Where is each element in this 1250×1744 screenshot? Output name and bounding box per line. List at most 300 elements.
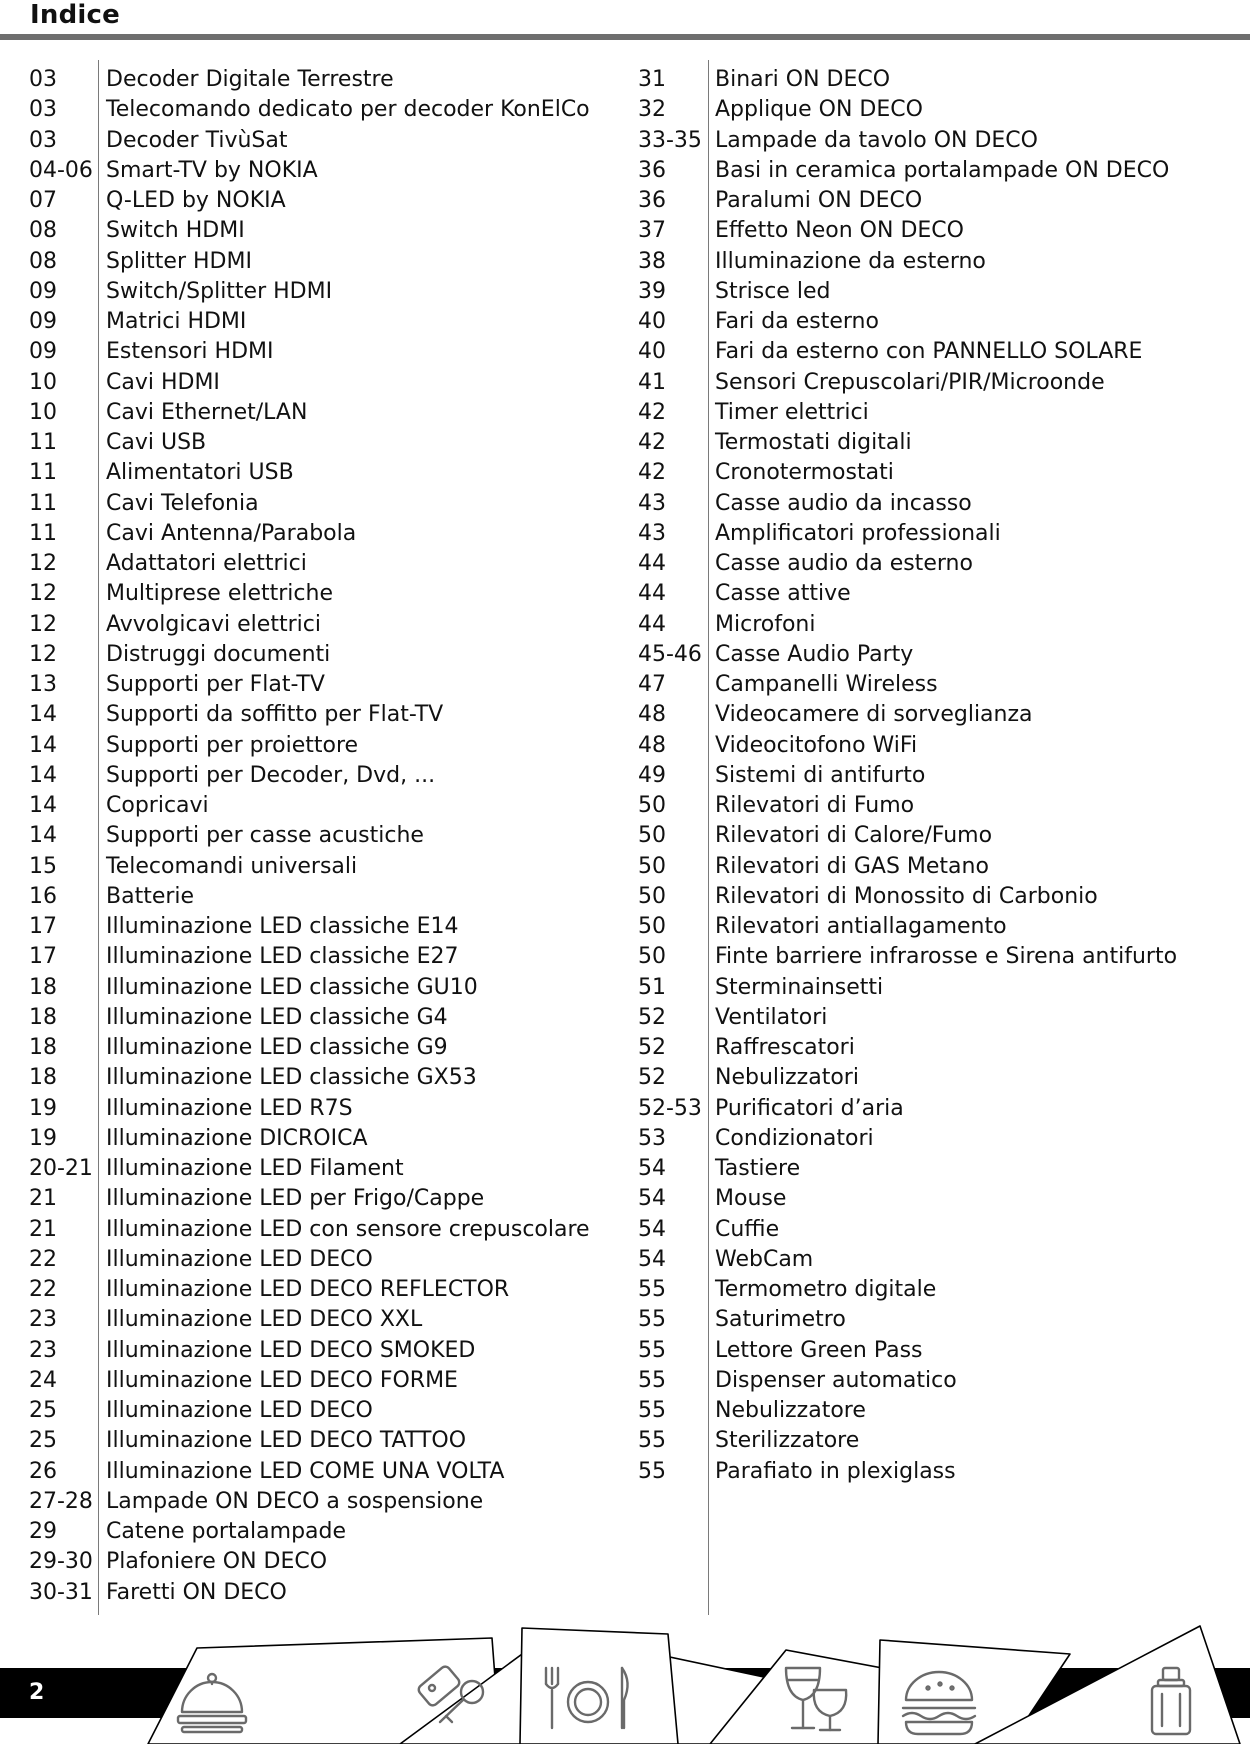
index-left-column <box>29 65 590 1608</box>
index-entry-label: Paralumi ON DECO <box>715 188 923 213</box>
index-entry <box>638 489 1177 519</box>
index-page-number: 33-35 <box>638 127 702 153</box>
index-entry-label: Decoder Digitale Terrestre <box>106 67 394 92</box>
index-entry-label: Cavi Ethernet/LAN <box>106 399 308 425</box>
index-entry <box>29 368 590 398</box>
index-page-number: 21 <box>29 1216 57 1242</box>
index-entry-label: Telecomando dedicato per decoder KonElCo <box>106 97 590 123</box>
index-entry-label: Plafoniere ON DECO <box>106 1549 328 1575</box>
index-entry <box>29 1003 590 1033</box>
index-entry-label: Rilevatori di Monossito di Carbonio <box>715 883 1098 909</box>
index-entry-label: Sensori Crepuscolari/PIR/Microonde <box>715 369 1105 395</box>
index-page-number: 43 <box>638 490 666 516</box>
index-entry <box>29 973 590 1003</box>
index-entry <box>29 761 590 791</box>
index-page-number: 04-06 <box>29 157 93 183</box>
index-entry-label: Termostati digitali <box>715 430 912 455</box>
index-page-number: 48 <box>638 702 666 728</box>
index-entry <box>638 640 1177 670</box>
index-entry <box>638 337 1177 367</box>
index-entry <box>638 610 1177 640</box>
index-entry-label: Casse audio da incasso <box>715 490 972 516</box>
index-page-number: 11 <box>29 490 57 516</box>
index-right-column <box>638 65 1177 1487</box>
index-entry <box>29 1457 590 1487</box>
index-entry-label: Illuminazione LED con sensore crepuscolare <box>106 1216 590 1242</box>
index-entry-label: Cavi USB <box>106 430 207 455</box>
index-page-number: 09 <box>29 309 57 334</box>
index-entry <box>638 579 1177 609</box>
index-entry <box>638 1245 1177 1275</box>
index-page-number: 43 <box>638 520 666 546</box>
index-entry-label: Lampade ON DECO a sospensione <box>106 1488 484 1514</box>
index-entry <box>638 1124 1177 1154</box>
index-entry-label: Cavi Antenna/Parabola <box>106 520 357 546</box>
index-entry <box>638 1184 1177 1214</box>
index-entry <box>29 912 590 942</box>
index-entry <box>638 1033 1177 1063</box>
index-entry <box>29 156 590 186</box>
index-entry <box>29 1245 590 1275</box>
index-page-number: 44 <box>638 551 666 576</box>
index-entry-label: Mouse <box>715 1186 787 1212</box>
index-page-number: 37 <box>638 218 666 244</box>
index-entry <box>638 398 1177 428</box>
index-entry-label: Supporti per Flat-TV <box>106 672 325 697</box>
index-page-number: 55 <box>638 1458 666 1484</box>
index-page-number: 42 <box>638 430 666 455</box>
index-page-number: 29-30 <box>29 1549 93 1575</box>
index-entry <box>29 852 590 882</box>
index-entry-label: Faretti ON DECO <box>106 1579 287 1605</box>
index-entry-label: Binari ON DECO <box>715 67 891 92</box>
index-entry <box>29 670 590 700</box>
index-entry-label: Illuminazione LED DECO <box>106 1246 373 1272</box>
index-page-number: 52 <box>638 1035 666 1060</box>
index-entry <box>638 700 1177 730</box>
page-title: Indice <box>30 0 120 30</box>
index-entry-label: Illuminazione LED COME UNA VOLTA <box>106 1458 505 1484</box>
index-entry-label: Cronotermostati <box>715 460 894 486</box>
index-entry-label: Catene portalampade <box>106 1519 347 1544</box>
index-entry-label: Distruggi documenti <box>106 641 331 667</box>
index-entry <box>638 1003 1177 1033</box>
index-entry-label: Parafiato in plexiglass <box>715 1458 956 1484</box>
index-page-number: 11 <box>29 520 57 546</box>
index-entry-label: Matrici HDMI <box>106 309 247 334</box>
index-page-number: 19 <box>29 1125 57 1151</box>
index-page-number: 03 <box>29 127 57 153</box>
index-entry <box>638 1063 1177 1093</box>
index-entry-label: Avvolgicavi elettrici <box>106 611 321 637</box>
index-page-number: 15 <box>29 853 57 879</box>
index-entry <box>29 1305 590 1335</box>
index-page-number: 11 <box>29 460 57 486</box>
index-entry-label: Nebulizzatore <box>715 1398 866 1423</box>
index-entry-label: Supporti per proiettore <box>106 732 359 758</box>
index-page-number: 14 <box>29 793 57 818</box>
index-entry <box>29 1336 590 1366</box>
index-page-number: 55 <box>638 1307 666 1333</box>
index-page-number: 30-31 <box>29 1579 93 1605</box>
index-page-number: 03 <box>29 97 57 123</box>
index-entry <box>638 670 1177 700</box>
index-entry-label: Supporti per Decoder, Dvd, ... <box>106 762 436 788</box>
index-entry-label: Batterie <box>106 883 195 909</box>
index-entry-label: Cuffie <box>715 1216 780 1242</box>
index-entry <box>638 519 1177 549</box>
index-entry <box>638 912 1177 942</box>
index-entry-label: Illuminazione LED R7S <box>106 1095 353 1121</box>
index-page-number: 11 <box>29 430 57 455</box>
index-page-number: 10 <box>29 369 57 395</box>
index-page-number: 36 <box>638 157 666 183</box>
index-entry-label: Casse Audio Party <box>715 641 914 667</box>
index-entry <box>638 458 1177 488</box>
index-entry <box>638 1426 1177 1456</box>
index-page-number: 32 <box>638 97 666 123</box>
index-page-number: 48 <box>638 732 666 758</box>
index-page-number: 50 <box>638 914 666 939</box>
index-entry <box>29 186 590 216</box>
index-page-number: 22 <box>29 1246 57 1272</box>
index-entry-label: Splitter HDMI <box>106 248 252 274</box>
index-entry-label: Videocitofono WiFi <box>715 732 918 758</box>
index-entry <box>638 791 1177 821</box>
index-page-number: 18 <box>29 1004 57 1030</box>
index-entry <box>29 1154 590 1184</box>
index-page-number: 14 <box>29 732 57 758</box>
index-entry-label: Supporti da soffitto per Flat-TV <box>106 702 444 728</box>
index-entry <box>29 65 590 95</box>
index-entry <box>29 549 590 579</box>
index-page-number: 22 <box>29 1277 57 1302</box>
index-entry-label: Tastiere <box>715 1156 801 1181</box>
index-entry <box>29 1426 590 1456</box>
index-page-number: 54 <box>638 1156 666 1181</box>
index-entry <box>638 942 1177 972</box>
index-entry-label: Illuminazione LED classiche E14 <box>106 914 459 939</box>
index-entry-label: Illuminazione da esterno <box>715 248 986 274</box>
index-page-number: 23 <box>29 1307 57 1333</box>
index-page-number: 12 <box>29 641 57 667</box>
index-entry-label: Decoder TivùSat <box>106 127 288 153</box>
index-entry-label: Timer elettrici <box>715 399 869 425</box>
index-page-number: 21 <box>29 1186 57 1212</box>
index-entry <box>638 973 1177 1003</box>
index-entry-label: Lettore Green Pass <box>715 1337 923 1363</box>
index-page-number: 51 <box>638 974 666 1000</box>
index-page-number: 09 <box>29 339 57 365</box>
index-entry-label: Casse attive <box>715 581 851 607</box>
index-entry-label: Casse audio da esterno <box>715 551 973 576</box>
index-entry <box>29 1547 590 1577</box>
index-page-number: 10 <box>29 399 57 425</box>
index-page-number: 50 <box>638 793 666 818</box>
index-entry-label: Cavi Telefonia <box>106 490 259 516</box>
index-entry-label: Smart-TV by NOKIA <box>106 157 318 183</box>
index-page-number: 49 <box>638 762 666 788</box>
index-entry-label: Illuminazione LED classiche G4 <box>106 1004 448 1030</box>
index-page-number: 29 <box>29 1519 57 1544</box>
index-page-number: 13 <box>29 672 57 697</box>
index-page-number: 23 <box>29 1337 57 1363</box>
index-entry-label: Raffrescatori <box>715 1035 855 1060</box>
index-page-number: 53 <box>638 1125 666 1151</box>
title-rule <box>0 34 1250 40</box>
index-entry <box>29 1517 590 1547</box>
index-entry-label: Microfoni <box>715 611 816 637</box>
index-page-number: 07 <box>29 188 57 213</box>
index-entry <box>638 1457 1177 1487</box>
index-entry <box>638 156 1177 186</box>
index-entry <box>29 307 590 337</box>
index-entry-label: Illuminazione LED Filament <box>106 1156 404 1181</box>
index-entry-label: Copricavi <box>106 793 209 818</box>
index-entry-label: Amplificatori professionali <box>715 520 1001 546</box>
index-page-number: 08 <box>29 218 57 244</box>
index-entry-label: Fari da esterno <box>715 309 879 334</box>
index-entry <box>638 126 1177 156</box>
index-page-number: 40 <box>638 309 666 334</box>
index-entry <box>638 277 1177 307</box>
index-entry-label: Adattatori elettrici <box>106 551 307 576</box>
index-page-number: 52 <box>638 1065 666 1091</box>
index-entry <box>29 247 590 277</box>
index-entry <box>638 95 1177 125</box>
index-entry-label: Nebulizzatori <box>715 1065 859 1091</box>
index-entry <box>29 1124 590 1154</box>
index-entry-label: Condizionatori <box>715 1125 874 1151</box>
index-page-number: 31 <box>638 67 666 92</box>
index-entry-label: Illuminazione DICROICA <box>106 1125 368 1151</box>
index-entry-label: Applique ON DECO <box>715 97 923 123</box>
index-entry <box>638 1154 1177 1184</box>
index-entry-label: Effetto Neon ON DECO <box>715 218 964 244</box>
index-page-number: 19 <box>29 1095 57 1121</box>
index-entry-label: Sterilizzatore <box>715 1428 860 1454</box>
index-page-number: 12 <box>29 611 57 637</box>
index-entry <box>638 1305 1177 1335</box>
index-entry-label: Lampade da tavolo ON DECO <box>715 127 1038 153</box>
index-entry <box>29 1184 590 1214</box>
index-entry <box>29 277 590 307</box>
index-entry-label: Illuminazione LED classiche E27 <box>106 944 459 970</box>
index-entry-label: Saturimetro <box>715 1307 846 1333</box>
index-page-number: 50 <box>638 883 666 909</box>
index-entry <box>638 368 1177 398</box>
index-page-number: 54 <box>638 1216 666 1242</box>
index-entry <box>29 610 590 640</box>
index-page-number: 14 <box>29 762 57 788</box>
index-entry <box>29 1063 590 1093</box>
index-page-number: 55 <box>638 1277 666 1302</box>
index-entry <box>638 1215 1177 1245</box>
index-entry-label: Illuminazione LED DECO <box>106 1398 373 1423</box>
index-entry <box>29 95 590 125</box>
index-entry <box>638 1336 1177 1366</box>
index-entry-label: Sterminainsetti <box>715 974 884 1000</box>
index-entry-label: Rilevatori di GAS Metano <box>715 853 989 879</box>
index-entry <box>29 640 590 670</box>
index-page-number: 12 <box>29 551 57 576</box>
index-page-number: 25 <box>29 1398 57 1423</box>
index-entry <box>638 731 1177 761</box>
index-entry-label: Termometro digitale <box>715 1277 937 1302</box>
index-entry <box>29 337 590 367</box>
index-page-number: 25 <box>29 1428 57 1454</box>
index-entry-label: Ventilatori <box>715 1004 828 1030</box>
index-entry <box>29 126 590 156</box>
index-entry <box>29 821 590 851</box>
index-entry <box>29 398 590 428</box>
index-entry-label: Rilevatori antiallagamento <box>715 914 1007 939</box>
index-entry-label: Illuminazione LED DECO FORME <box>106 1367 458 1393</box>
index-entry-label: Switch/Splitter HDMI <box>106 278 333 304</box>
index-entry-label: Fari da esterno con PANNELLO SOLARE <box>715 339 1143 365</box>
index-page-number: 44 <box>638 581 666 607</box>
index-entry <box>29 216 590 246</box>
index-entry-label: Illuminazione LED DECO XXL <box>106 1307 423 1333</box>
index-page-number: 47 <box>638 672 666 697</box>
index-entry <box>638 852 1177 882</box>
page-number: 2 <box>29 1680 45 1705</box>
index-page-number: 54 <box>638 1246 666 1272</box>
index-entry <box>638 428 1177 458</box>
index-entry-label: WebCam <box>715 1246 814 1272</box>
footer-illustration <box>0 1620 1250 1744</box>
index-page-number: 08 <box>29 248 57 274</box>
index-page-number: 18 <box>29 1065 57 1091</box>
index-entry-label: Sistemi di antifurto <box>715 762 926 788</box>
index-entry <box>29 579 590 609</box>
index-page-number: 24 <box>29 1367 57 1393</box>
index-entry <box>638 216 1177 246</box>
index-page-number: 38 <box>638 248 666 274</box>
index-page-number: 54 <box>638 1186 666 1212</box>
index-page-number: 17 <box>29 914 57 939</box>
index-entry <box>29 489 590 519</box>
index-entry <box>29 942 590 972</box>
index-entry <box>29 1578 590 1608</box>
index-page-number: 55 <box>638 1337 666 1363</box>
index-entry <box>29 791 590 821</box>
index-entry-label: Q-LED by NOKIA <box>106 188 286 213</box>
index-entry <box>638 1275 1177 1305</box>
index-page-number: 17 <box>29 944 57 970</box>
index-entry <box>29 1275 590 1305</box>
index-entry <box>638 1094 1177 1124</box>
index-page-number: 45-46 <box>638 641 702 667</box>
index-page-number: 14 <box>29 823 57 849</box>
index-entry <box>638 65 1177 95</box>
index-page-number: 16 <box>29 883 57 909</box>
index-entry-label: Campanelli Wireless <box>715 672 938 697</box>
index-page-number: 18 <box>29 1035 57 1060</box>
index-page-number: 27-28 <box>29 1488 93 1514</box>
index-entry <box>638 549 1177 579</box>
index-entry <box>638 247 1177 277</box>
index-entry-label: Illuminazione LED classiche GU10 <box>106 974 478 1000</box>
index-page-number: 26 <box>29 1458 57 1484</box>
index-page-number: 20-21 <box>29 1156 93 1181</box>
index-entry <box>29 882 590 912</box>
index-page-number: 50 <box>638 823 666 849</box>
index-entry-label: Basi in ceramica portalampade ON DECO <box>715 157 1170 183</box>
index-page-number: 41 <box>638 369 666 395</box>
index-entry-label: Illuminazione LED per Frigo/Cappe <box>106 1186 485 1212</box>
index-entry <box>29 1094 590 1124</box>
index-entry <box>638 307 1177 337</box>
index-page-number: 52-53 <box>638 1095 702 1121</box>
index-entry <box>638 1366 1177 1396</box>
index-entry-label: Alimentatori USB <box>106 460 294 486</box>
index-entry <box>29 1215 590 1245</box>
index-entry-label: Finte barriere infrarosse e Sirena antifurto <box>715 944 1178 970</box>
index-entry <box>638 761 1177 791</box>
index-page-number: 42 <box>638 460 666 486</box>
index-page-number: 14 <box>29 702 57 728</box>
index-page-number: 42 <box>638 399 666 425</box>
index-entry-label: Cavi HDMI <box>106 369 220 395</box>
index-entry <box>638 186 1177 216</box>
index-entry <box>29 428 590 458</box>
index-entry-label: Strisce led <box>715 278 831 304</box>
index-entry <box>29 519 590 549</box>
index-entry-label: Switch HDMI <box>106 218 245 244</box>
index-entry-label: Telecomandi universali <box>106 853 358 879</box>
index-entry-label: Illuminazione LED DECO SMOKED <box>106 1337 476 1363</box>
index-entry <box>29 1366 590 1396</box>
index-entry-label: Illuminazione LED DECO TATTOO <box>106 1428 467 1454</box>
index-page-number: 40 <box>638 339 666 365</box>
index-entry-label: Illuminazione LED classiche G9 <box>106 1035 448 1060</box>
index-page-number: 55 <box>638 1428 666 1454</box>
index-page-number: 03 <box>29 67 57 92</box>
index-entry-label: Supporti per casse acustiche <box>106 823 424 849</box>
index-entry-label: Illuminazione LED DECO REFLECTOR <box>106 1277 510 1302</box>
index-entry <box>29 700 590 730</box>
index-page-number: 39 <box>638 278 666 304</box>
index-entry-label: Dispenser automatico <box>715 1367 957 1393</box>
index-page-number: 36 <box>638 188 666 213</box>
index-entry-label: Videocamere di sorveglianza <box>715 702 1033 728</box>
index-entry <box>638 882 1177 912</box>
index-page-number: 52 <box>638 1004 666 1030</box>
index-entry <box>29 1033 590 1063</box>
index-page-number: 09 <box>29 278 57 304</box>
index-entry <box>29 458 590 488</box>
index-entry-label: Rilevatori di Calore/Fumo <box>715 823 993 849</box>
index-entry-label: Purificatori d’aria <box>715 1095 904 1121</box>
index-page-number: 12 <box>29 581 57 607</box>
index-page-number: 44 <box>638 611 666 637</box>
index-entry-label: Rilevatori di Fumo <box>715 793 915 818</box>
index-entry <box>29 731 590 761</box>
index-entry-label: Illuminazione LED classiche GX53 <box>106 1065 477 1091</box>
index-page-number: 55 <box>638 1398 666 1423</box>
index-page-number: 18 <box>29 974 57 1000</box>
index-entry <box>638 1396 1177 1426</box>
index-page-number: 55 <box>638 1367 666 1393</box>
index-entry <box>29 1396 590 1426</box>
index-entry-label: Multiprese elettriche <box>106 581 333 607</box>
index-page-number: 50 <box>638 944 666 970</box>
index-entry-label: Estensori HDMI <box>106 339 274 365</box>
index-page-number: 50 <box>638 853 666 879</box>
index-entry <box>29 1487 590 1517</box>
index-entry <box>638 821 1177 851</box>
